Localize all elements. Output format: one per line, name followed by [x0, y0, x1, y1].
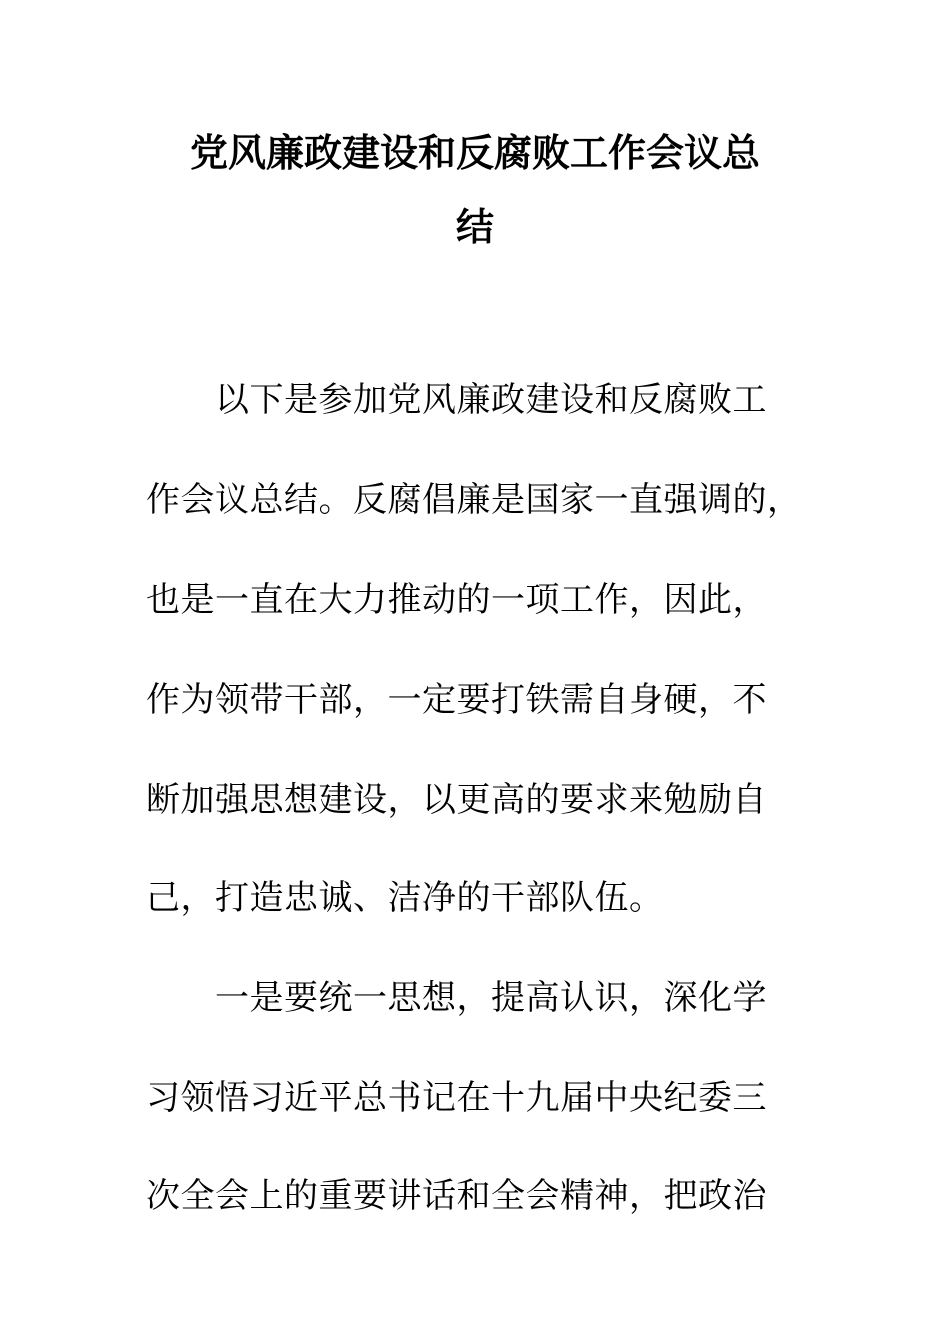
- body-text-line-1: 以下是参加党风廉政建设和反腐败工: [146, 380, 767, 420]
- body-text-line-4: 作为领带干部，一定要打铁需自身硬，不: [146, 680, 767, 720]
- body-text-line-8: 习领悟习近平总书记在十九届中央纪委三: [146, 1078, 767, 1118]
- document-title-line-2: 结: [455, 204, 494, 249]
- body-text-line-7: 一是要统一思想，提高认识，深化学: [146, 978, 767, 1018]
- document-title-line-1: 党风廉政建设和反腐败工作会议总: [189, 130, 760, 175]
- body-text-line-6: 己，打造忠诚、洁净的干部队伍。: [146, 878, 664, 918]
- body-text-line-3: 也是一直在大力推动的一项工作，因此，: [146, 580, 767, 620]
- body-text-line-9: 次全会上的重要讲话和全会精神，把政治: [146, 1176, 767, 1216]
- body-text-line-2: 作会议总结。反腐倡廉是国家一直强调的，: [146, 480, 802, 520]
- body-text-line-5: 断加强思想建设，以更高的要求来勉励自: [146, 780, 767, 820]
